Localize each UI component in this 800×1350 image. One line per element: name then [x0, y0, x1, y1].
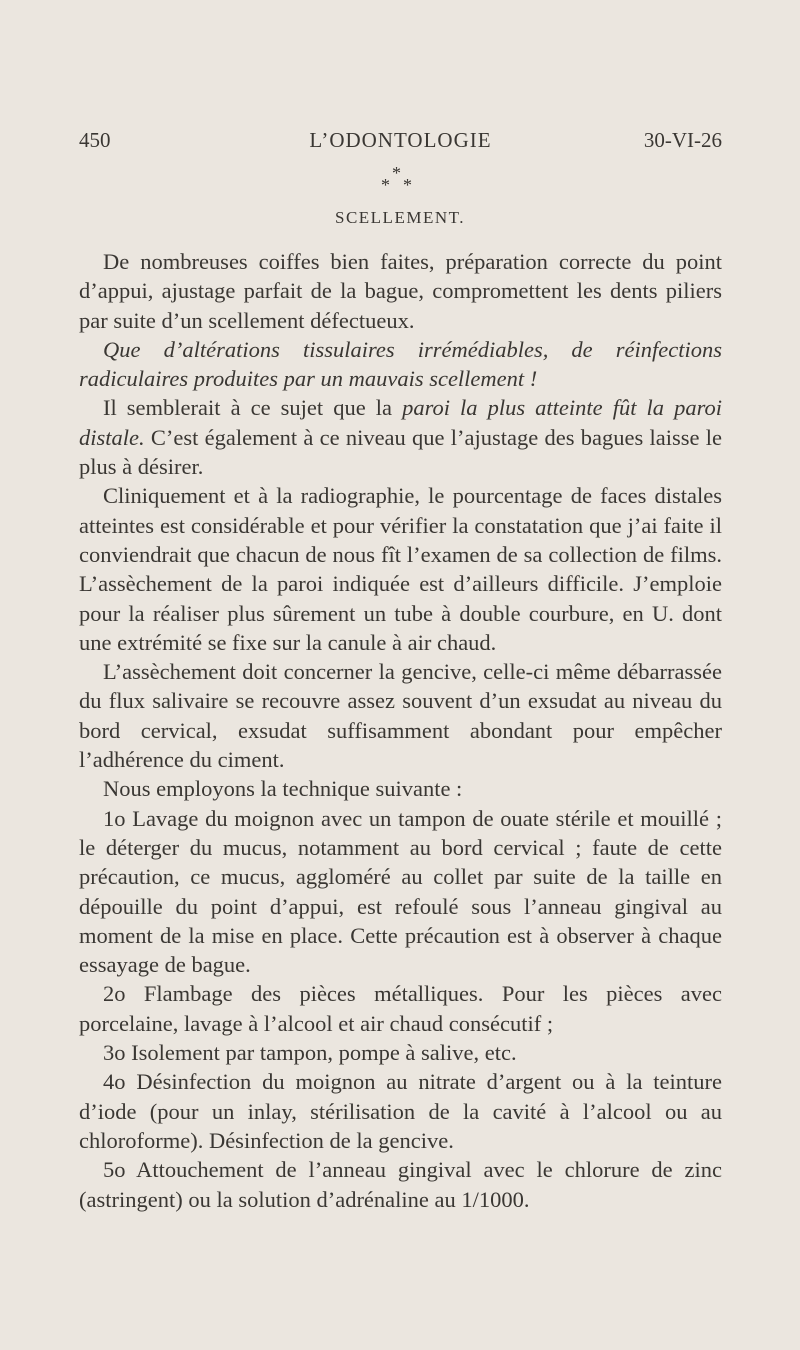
body-text [79, 247, 722, 1214]
paragraph-3-start: Il semblerait à ce sujet que la [103, 395, 403, 421]
paragraph-5: L’assèchement doit concerner la gencive, celle-ci même débarrassée du flux salivaire se recouvre assez souvent d’un exsudat au niveau du bord cervical, exsudat suffisamment abondant pour empêcher l’adhérence du ciment. [79, 659, 722, 773]
list-item-2: 2o Flambage des pièces métalliques. Pour les pièces avec porcelaine, lavage à l’alcool et air chaud consécutif ; [79, 981, 722, 1036]
section-title: SCELLEMENT. [335, 208, 465, 227]
running-head [79, 128, 722, 158]
paragraph-3 [79, 393, 722, 481]
issue-date: 30-VI-26 [643, 128, 722, 152]
asterism-star-left: * [381, 175, 390, 195]
paragraph-3-emphasis: paroi la plus atteinte fût la paroi distale. [79, 395, 723, 450]
paragraph-4: Cliniquement et à la radiographie, le pourcentage de faces distales atteintes est considérable et pour vérifier la constatation que j’ai faite il conviendrait que chacun de nous fît l’examen de sa collection de films. L’assèchement de la paroi indiquée est d’ailleurs difficile. J’emploie pour la réaliser plus sûrement un tube à double courbure, en U. dont une extrémité se fixe sur la canule à air chaud. [79, 483, 722, 655]
list-item-3: 3o Isolement par tampon, pompe à salive, etc. [103, 1040, 517, 1066]
paragraph-6: Nous employons la technique suivante : [103, 776, 463, 802]
paragraph-3-end: C’est également à ce niveau que l’ajustage des bagues laisse le plus à désirer. [79, 424, 722, 480]
journal-title: L’ODONTOLOGIE [309, 128, 492, 152]
page-number: 450 [79, 128, 111, 152]
list-item-4: 4o Désinfection du moignon au nitrate d’argent ou à la teinture d’iode (pour un inlay, stérilisation de la cavité à l’alcool ou au chloroforme). Désinfection de la gencive. [79, 1069, 722, 1153]
list-item-5: 5o Attouchement de l’anneau gingival avec le chlorure de zinc (astringent) ou la solution d’adrénaline au 1/1000. [79, 1157, 722, 1212]
asterism [0, 160, 800, 200]
list-item-1: 1o Lavage du moignon avec un tampon de ouate stérile et mouillé ; le déterger du mucus, notamment au bord cervical ; faute de cette précaution, ce mucus, aggloméré au collet par suite de la taille en dépouille du point d’appui, est refoulé sous l’anneau gingival au moment de la mise en place. Cette précaution est à observer à chaque essayage de bague. [79, 805, 722, 978]
asterism-star-right: * [403, 175, 412, 195]
paragraph-1: De nombreuses coiffes bien faites, préparation correcte du point d’appui, ajustage parfait de la bague, compromettent les dents piliers par suite d’un scellement défectueux. [79, 249, 722, 333]
asterism-star-top: * [392, 163, 401, 183]
paragraph-2: Que d’altérations tissulaires irrémédiables, de réinfections radiculaires produites par un mauvais scellement ! [79, 336, 722, 392]
